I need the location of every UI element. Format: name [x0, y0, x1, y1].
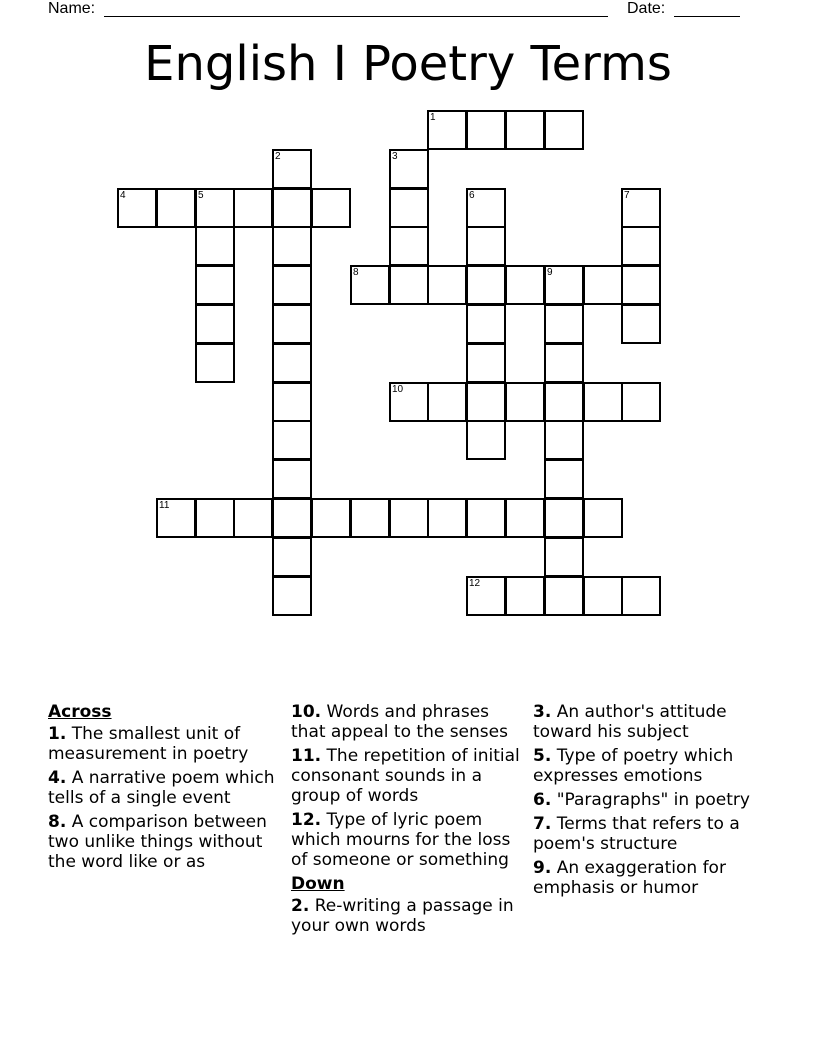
- crossword-cell[interactable]: [389, 382, 429, 422]
- crossword-cell[interactable]: [583, 576, 623, 616]
- clue-text: An author's attitude toward his subject: [533, 702, 727, 742]
- crossword-cell[interactable]: [466, 343, 506, 383]
- crossword-cell[interactable]: [195, 343, 235, 383]
- crossword-cell[interactable]: [195, 188, 235, 228]
- crossword-cell[interactable]: [272, 459, 312, 499]
- crossword-cell[interactable]: [311, 188, 351, 228]
- clue-item: [291, 896, 527, 936]
- clue-text: A narrative poem which tells of a single event: [48, 768, 275, 808]
- clues-column-2: [291, 702, 527, 940]
- crossword-cell[interactable]: [272, 537, 312, 577]
- crossword-cell[interactable]: [466, 188, 506, 228]
- crossword-cell[interactable]: [583, 382, 623, 422]
- clue-number: 9.: [533, 858, 552, 878]
- crossword-cell[interactable]: [233, 498, 273, 538]
- crossword-cell[interactable]: [466, 498, 506, 538]
- clue-item: [48, 768, 284, 808]
- clue-item: [533, 790, 769, 810]
- cell-number: 6: [469, 190, 475, 201]
- cell-number: 10: [392, 384, 404, 395]
- cell-number: 8: [353, 267, 359, 278]
- clue-item: [48, 812, 284, 872]
- crossword-cell[interactable]: [544, 382, 584, 422]
- page-title: English I Poetry Terms: [144, 36, 672, 92]
- crossword-cell[interactable]: [544, 498, 584, 538]
- crossword-cell[interactable]: [389, 226, 429, 266]
- crossword-cell[interactable]: [389, 149, 429, 189]
- clue-number: 6.: [533, 790, 552, 810]
- clues-column-3: [533, 702, 769, 902]
- clue-item: [291, 746, 527, 806]
- crossword-cell[interactable]: [427, 498, 467, 538]
- cell-number: 7: [624, 190, 630, 201]
- crossword-cell[interactable]: [621, 226, 661, 266]
- clue-item: [291, 702, 527, 742]
- clue-text: A comparison between two unlike things without the word like or as: [48, 812, 267, 872]
- crossword-cell[interactable]: [505, 498, 545, 538]
- crossword-cell[interactable]: [350, 265, 390, 305]
- clue-number: 10.: [291, 702, 322, 722]
- clue-item: [291, 810, 527, 870]
- crossword-cell[interactable]: [544, 537, 584, 577]
- crossword-cell[interactable]: [583, 498, 623, 538]
- crossword-cell[interactable]: [195, 265, 235, 305]
- crossword-cell[interactable]: [389, 265, 429, 305]
- crossword-cell[interactable]: [544, 576, 584, 616]
- clue-text: Type of poetry which expresses emotions: [533, 746, 734, 786]
- crossword-cell[interactable]: [466, 110, 506, 150]
- clue-text: "Paragraphs" in poetry: [556, 790, 750, 810]
- clue-item: [533, 858, 769, 898]
- clue-number: 11.: [291, 746, 322, 766]
- crossword-cell[interactable]: [466, 382, 506, 422]
- crossword-cell[interactable]: [350, 498, 390, 538]
- crossword-cell[interactable]: [583, 265, 623, 305]
- crossword-cell[interactable]: [195, 498, 235, 538]
- clue-text: Re-writing a passage in your own words: [291, 896, 514, 936]
- crossword-cell[interactable]: [117, 188, 157, 228]
- clue-number: 4.: [48, 768, 67, 788]
- down-heading: Down: [291, 874, 345, 894]
- clue-text: Terms that refers to a poem's structure: [533, 814, 740, 854]
- clue-number: 3.: [533, 702, 552, 722]
- crossword-cell[interactable]: [233, 188, 273, 228]
- crossword-cell[interactable]: [272, 382, 312, 422]
- crossword-cell[interactable]: [621, 304, 661, 344]
- crossword-cell[interactable]: [156, 188, 196, 228]
- clues-column-1: [48, 702, 284, 876]
- crossword-cell[interactable]: [272, 304, 312, 344]
- cell-number: 2: [275, 151, 281, 162]
- clue-item: [533, 746, 769, 786]
- crossword-cell[interactable]: [311, 498, 351, 538]
- clue-text: Type of lyric poem which mourns for the loss of someone or something: [291, 810, 511, 870]
- crossword-cell[interactable]: [272, 498, 312, 538]
- cell-number: 12: [469, 578, 481, 589]
- crossword-cell[interactable]: [544, 420, 584, 460]
- clue-text: Words and phrases that appeal to the senses: [291, 702, 508, 742]
- clue-item: [533, 814, 769, 854]
- crossword-cell[interactable]: [389, 498, 429, 538]
- crossword-cell[interactable]: [272, 226, 312, 266]
- crossword-cell[interactable]: [505, 265, 545, 305]
- cell-number: 11: [159, 500, 170, 511]
- crossword-cell[interactable]: [466, 265, 506, 305]
- crossword-cell[interactable]: [466, 576, 506, 616]
- crossword-cell[interactable]: [505, 110, 545, 150]
- across-heading: Across: [48, 702, 112, 722]
- crossword-cell[interactable]: [272, 576, 312, 616]
- crossword-cell[interactable]: [272, 188, 312, 228]
- clue-number: 2.: [291, 896, 310, 916]
- crossword-cell[interactable]: [272, 265, 312, 305]
- crossword-cell[interactable]: [427, 382, 467, 422]
- crossword-cell[interactable]: [544, 265, 584, 305]
- crossword-cell[interactable]: [621, 265, 661, 305]
- crossword-cell[interactable]: [427, 110, 467, 150]
- crossword-cell[interactable]: [272, 343, 312, 383]
- cell-number: 4: [120, 190, 126, 201]
- crossword-cell[interactable]: [505, 382, 545, 422]
- clue-text: An exaggeration for emphasis or humor: [533, 858, 726, 898]
- crossword-cell[interactable]: [621, 576, 661, 616]
- clue-number: 8.: [48, 812, 67, 832]
- crossword-cell[interactable]: [544, 304, 584, 344]
- crossword-cell[interactable]: [389, 188, 429, 228]
- crossword-cell[interactable]: [466, 304, 506, 344]
- clue-number: 7.: [533, 814, 552, 834]
- crossword-cell[interactable]: [195, 304, 235, 344]
- clue-item: [533, 702, 769, 742]
- crossword-cell[interactable]: [621, 382, 661, 422]
- crossword-cell[interactable]: [466, 420, 506, 460]
- crossword-cell[interactable]: [272, 149, 312, 189]
- clue-number: 1.: [48, 724, 67, 744]
- crossword-cell[interactable]: [621, 188, 661, 228]
- cell-number: 9: [547, 267, 553, 278]
- cell-number: 1: [430, 112, 436, 123]
- crossword-cell[interactable]: [156, 498, 196, 538]
- crossword-cell[interactable]: [544, 110, 584, 150]
- crossword-cell[interactable]: [195, 226, 235, 266]
- crossword-cell[interactable]: [544, 343, 584, 383]
- clue-text: The smallest unit of measurement in poetry: [48, 724, 249, 764]
- cell-number: 5: [198, 190, 204, 201]
- crossword-cell[interactable]: [427, 265, 467, 305]
- cell-number: 3: [392, 151, 398, 162]
- crossword-cell[interactable]: [272, 420, 312, 460]
- clue-item: [48, 724, 284, 764]
- name-label: Name:: [48, 0, 96, 17]
- crossword-cell[interactable]: [505, 576, 545, 616]
- crossword-cell[interactable]: [544, 459, 584, 499]
- clue-number: 12.: [291, 810, 322, 830]
- clue-text: The repetition of initial consonant sounds in a group of words: [291, 746, 520, 806]
- date-label: Date:: [627, 0, 666, 17]
- clue-number: 5.: [533, 746, 552, 766]
- crossword-cell[interactable]: [466, 226, 506, 266]
